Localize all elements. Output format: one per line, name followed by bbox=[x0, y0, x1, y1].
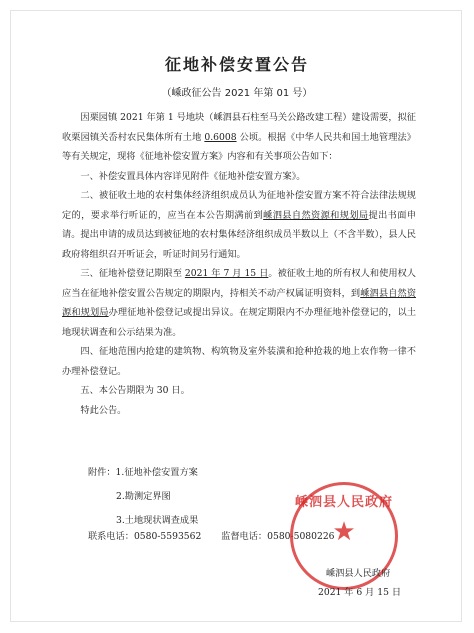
section-3-text-c: 办理征地补偿登记或提出异议。在规定期限内不办理征地补偿登记的，以土地现状调查和公示结果为准。 bbox=[62, 307, 417, 338]
intro-text-a: 因栗园镇 2021 年第 1 号地块（嵊泗县石柱至马关公路改建工程）建设需要，拟征收栗园镇关岙村农民集体所有土地 bbox=[62, 112, 416, 143]
document-number: （嵊政征公告 2021 年第 01 号） bbox=[161, 88, 313, 99]
land-area: 0.6008 bbox=[204, 131, 237, 143]
notice-body bbox=[62, 108, 416, 420]
attachment-1: 附件：1.征地补偿安置方案 bbox=[88, 467, 198, 478]
section-3-text-a: 三、征地补偿登记期限至 bbox=[80, 268, 185, 279]
intro-paragraph bbox=[62, 108, 416, 167]
intro-text-b: 公顷。根据《中华人民共和国土地管理法》等有关规定，现将《征地补偿安置方案》内容和有关事项公告如下： bbox=[62, 131, 416, 162]
section-4: 四、征地范围内抢建的建筑物、构筑物及室外装潢和抢种抢栽的地上农作物一律不办理补偿登记。 bbox=[62, 346, 416, 377]
star-icon: ★ bbox=[332, 517, 356, 547]
section-2 bbox=[62, 186, 416, 264]
attachment-2: 2.勘测定界图 bbox=[116, 491, 171, 502]
issue-date: 2021 年 6 月 15 日 bbox=[318, 587, 402, 598]
phone-number: 0580-5593562 bbox=[133, 531, 202, 542]
section-5: 五、本公告期限为 30 日。 bbox=[80, 385, 190, 396]
registration-deadline: 2021 年 7 月 15 日 bbox=[184, 268, 269, 279]
section-3-text-b: 。被征收土地的所有权人和使用权人应当在征地补偿安置公告规定的期限内，持相关不动产权属证明资料，到 bbox=[62, 268, 416, 299]
page-title: 征地补偿安置公告 bbox=[164, 55, 309, 74]
section-3-agency: 嵊泗县自然资源和规划局 bbox=[62, 287, 417, 318]
supervision-label: 监督电话： bbox=[221, 531, 268, 542]
section-1: 一、补偿安置具体内容详见附件《征地补偿安置方案》。 bbox=[80, 170, 306, 182]
supervision-number: 0580-5080226 bbox=[267, 531, 335, 542]
closing-text: 特此公告。 bbox=[80, 404, 127, 416]
issuer-name: 嵊泗县人民政府 bbox=[326, 568, 391, 579]
phone-label: 联系电话： bbox=[88, 531, 134, 542]
section-2-text-a: 二、被征收土地的农村集体经济组织成员认为征地补偿安置方案不符合法律法规规定的，要求举行听证的，应当在本公告期满前到 bbox=[62, 190, 416, 221]
attachment-3: 3.土地现状调查成果 bbox=[116, 515, 199, 526]
section-2-agency: 嵊泗县自然资源和规划局 bbox=[263, 209, 369, 221]
section-2-text-b: 提出书面申请。提出申请的成员达到被征地的农村集体经济组织成员半数以上（不含半数），县人民政府将组织召开听证会，听证时间另行通知。 bbox=[62, 209, 416, 260]
section-3 bbox=[62, 264, 416, 342]
seal-text: 嵊泗县人民政府 bbox=[294, 495, 393, 510]
